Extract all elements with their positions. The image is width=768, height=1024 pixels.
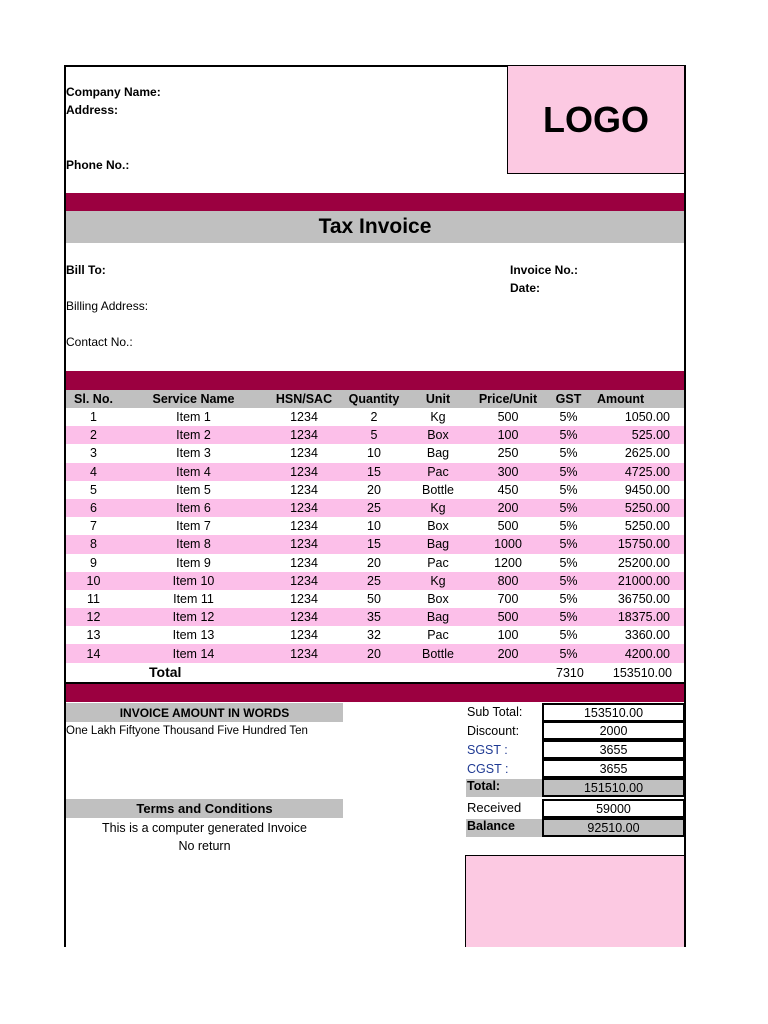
- discount-label: Discount:: [467, 724, 520, 738]
- cell-amount: 4200.00: [591, 644, 684, 662]
- page-title: Tax Invoice: [66, 211, 684, 243]
- cell-unit: Pac: [427, 628, 449, 643]
- cell-hsn-sac: 1234: [266, 644, 342, 662]
- cell-quantity: 5: [342, 426, 406, 444]
- total-label: Total: [149, 664, 182, 680]
- col-header-gst: GST: [546, 390, 591, 408]
- cell-unit: Pac: [406, 463, 470, 481]
- cell-price-unit: 800: [470, 572, 546, 590]
- cell-gst: 5%: [559, 446, 578, 461]
- cell-quantity: 20: [367, 555, 381, 570]
- cell-gst: 5%: [559, 591, 578, 606]
- cell-service-name: Item 5: [176, 482, 211, 497]
- cell-quantity: 25: [342, 499, 406, 517]
- cell-service-name: Item 8: [121, 535, 266, 553]
- cell-price-unit: 300: [470, 463, 546, 481]
- cell-unit: Bag: [426, 446, 450, 461]
- cell-gst: 5%: [546, 426, 591, 444]
- table-row: [66, 463, 684, 481]
- cell-service-name: Item 12: [121, 608, 266, 626]
- table-total-row: [66, 664, 684, 683]
- cell-gst: 5%: [546, 572, 591, 590]
- cell-sl-no: 3: [90, 446, 97, 461]
- cell-hsn-sac: 1234: [290, 628, 318, 643]
- cell-unit: Box: [427, 519, 449, 534]
- table-row: [66, 426, 684, 444]
- cell-unit: Kg: [406, 572, 470, 590]
- total-amount: 153510.00: [612, 666, 672, 680]
- cell-amount: 36750.00: [617, 591, 670, 606]
- cell-amount: 4725.00: [591, 463, 684, 481]
- cell-unit: Box: [427, 591, 449, 606]
- table-row: [66, 626, 684, 644]
- cell-gst: 5%: [559, 628, 578, 643]
- cell-amount: 5250.00: [624, 519, 670, 534]
- cell-gst: 5%: [546, 463, 591, 481]
- cell-quantity: 35: [342, 608, 406, 626]
- table-row: [66, 408, 684, 426]
- cell-amount: 2625.00: [624, 446, 670, 461]
- cell-sl-no: 1: [90, 410, 97, 425]
- contact-no-label: Contact No.:: [66, 335, 133, 349]
- table-row: [66, 444, 684, 462]
- cell-sl-no: 2: [66, 426, 121, 444]
- logo-text: LOGO: [543, 98, 649, 140]
- logo-placeholder: [507, 66, 684, 174]
- cell-sl-no: 5: [90, 482, 97, 497]
- table-row: [66, 572, 684, 590]
- cell-price-unit: 500: [497, 410, 519, 425]
- cell-gst: 5%: [559, 482, 578, 497]
- cell-service-name: Item 13: [172, 628, 215, 643]
- items-table: [66, 390, 684, 663]
- col-header-service-name: Service Name: [121, 390, 266, 408]
- cell-price-unit: 500: [497, 519, 519, 534]
- cell-service-name: Item 10: [121, 572, 266, 590]
- received-value: 59000: [542, 799, 685, 818]
- table-row: [66, 481, 684, 499]
- table-row: [66, 590, 684, 608]
- cell-unit: Pac: [427, 555, 449, 570]
- cell-quantity: 15: [342, 463, 406, 481]
- cell-sl-no: 10: [66, 572, 121, 590]
- cell-quantity: 2: [370, 410, 378, 425]
- cell-unit: Bottle: [406, 644, 470, 662]
- col-header-unit: Unit: [406, 390, 470, 408]
- table-row: [66, 499, 684, 517]
- cell-amount: 18375.00: [591, 608, 684, 626]
- subtotal-value: 153510.00: [542, 703, 685, 722]
- cell-gst: 5%: [546, 644, 591, 662]
- cell-sl-no: 11: [87, 591, 100, 606]
- cell-amount: 5250.00: [591, 499, 684, 517]
- cell-unit: Bag: [406, 608, 470, 626]
- cell-price-unit: 1200: [494, 555, 522, 570]
- cell-sl-no: 4: [66, 463, 121, 481]
- col-header-amount: Amount: [591, 390, 684, 408]
- company-name-label: Company Name:: [66, 85, 161, 99]
- phone-label: Phone No.:: [66, 158, 130, 172]
- cell-service-name: Item 6: [121, 499, 266, 517]
- cell-quantity: 10: [367, 519, 381, 534]
- cell-sl-no: 7: [90, 519, 97, 534]
- cell-hsn-sac: 1234: [266, 608, 342, 626]
- cell-hsn-sac: 1234: [290, 591, 318, 606]
- sgst-label: SGST :: [467, 743, 508, 757]
- cell-quantity: 50: [367, 591, 381, 606]
- cell-hsn-sac: 1234: [290, 555, 318, 570]
- table-header-row: [66, 390, 684, 408]
- cell-quantity: 15: [342, 535, 406, 553]
- cell-service-name: Item 4: [121, 463, 266, 481]
- cell-hsn-sac: 1234: [266, 499, 342, 517]
- cell-quantity: 20: [342, 644, 406, 662]
- table-top-band: [66, 371, 684, 390]
- cell-gst: 5%: [559, 555, 578, 570]
- cgst-value: 3655: [542, 759, 685, 778]
- cell-service-name: Item 1: [176, 410, 211, 425]
- billing-address-label: Billing Address:: [66, 299, 149, 313]
- cgst-label: CGST :: [467, 762, 509, 776]
- cell-price-unit: 250: [497, 446, 519, 461]
- cell-amount: 21000.00: [591, 572, 684, 590]
- cell-price-unit: 500: [470, 608, 546, 626]
- cell-unit: Kg: [406, 499, 470, 517]
- cell-gst: 5%: [546, 499, 591, 517]
- cell-service-name: Item 2: [121, 426, 266, 444]
- balance-value: 92510.00: [542, 818, 685, 837]
- terms-line-2: No return: [178, 839, 231, 853]
- cell-sl-no: 6: [66, 499, 121, 517]
- amount-in-words-text: One Lakh Fiftyone Thousand Five Hundred Ten: [66, 725, 308, 737]
- cell-service-name: Item 14: [121, 644, 266, 662]
- col-header-hsn-sac: HSN/SAC: [266, 390, 342, 408]
- date-label: Date:: [510, 281, 541, 295]
- terms-line-1: This is a computer generated Invoice: [102, 821, 307, 835]
- cell-hsn-sac: 1234: [266, 572, 342, 590]
- table-row: [66, 517, 684, 535]
- cell-amount: 9450.00: [624, 482, 670, 497]
- header-band: [66, 193, 684, 211]
- cell-sl-no: 8: [66, 535, 121, 553]
- cell-price-unit: 200: [470, 644, 546, 662]
- invoice-no-label: Invoice No.:: [510, 263, 579, 277]
- cell-quantity: 20: [367, 482, 381, 497]
- cell-service-name: Item 7: [176, 519, 211, 534]
- cell-unit: Bottle: [422, 482, 454, 497]
- table-row: [66, 554, 684, 572]
- cell-quantity: 10: [367, 446, 381, 461]
- cell-hsn-sac: 1234: [290, 446, 318, 461]
- cell-quantity: 32: [367, 628, 381, 643]
- signature-box: [465, 855, 685, 947]
- cell-hsn-sac: 1234: [290, 410, 318, 425]
- cell-price-unit: 1000: [470, 535, 546, 553]
- discount-value: 2000: [542, 721, 685, 740]
- cell-unit: Kg: [430, 410, 446, 425]
- cell-hsn-sac: 1234: [290, 482, 318, 497]
- subtotal-label: Sub Total:: [467, 705, 523, 719]
- terms-heading: Terms and Conditions: [66, 799, 343, 818]
- table-bottom-band: [66, 684, 684, 702]
- amount-in-words-heading: INVOICE AMOUNT IN WORDS: [66, 703, 343, 722]
- col-header-price-unit: Price/Unit: [470, 390, 546, 408]
- bill-to-label: Bill To:: [66, 263, 106, 277]
- cell-sl-no: 13: [86, 628, 101, 643]
- col-header-sl-no: Sl. No.: [66, 390, 121, 408]
- balance-label: Balance: [466, 819, 543, 837]
- cell-hsn-sac: 1234: [266, 535, 342, 553]
- table-row: [66, 608, 684, 626]
- cell-sl-no: 12: [66, 608, 121, 626]
- cell-hsn-sac: 1234: [266, 463, 342, 481]
- col-header-quantity: Quantity: [342, 390, 406, 408]
- cell-hsn-sac: 1234: [266, 426, 342, 444]
- received-label: Received: [467, 800, 522, 815]
- table-row: [66, 535, 684, 553]
- sgst-value: 3655: [542, 740, 685, 759]
- table-row: [66, 644, 684, 662]
- cell-unit: Box: [406, 426, 470, 444]
- cell-amount: 15750.00: [591, 535, 684, 553]
- cell-hsn-sac: 1234: [290, 519, 318, 534]
- cell-amount: 1050.00: [624, 410, 670, 425]
- total-summary-value: 151510.00: [542, 778, 685, 797]
- cell-price-unit: 450: [497, 482, 519, 497]
- cell-gst: 5%: [559, 410, 578, 425]
- cell-gst: 5%: [546, 608, 591, 626]
- cell-price-unit: 700: [497, 591, 519, 606]
- cell-quantity: 25: [342, 572, 406, 590]
- total-gst: 7310: [556, 666, 584, 680]
- cell-gst: 5%: [559, 519, 578, 534]
- address-label: Address:: [66, 103, 119, 117]
- cell-amount: 525.00: [591, 426, 684, 444]
- cell-gst: 5%: [546, 535, 591, 553]
- cell-unit: Bag: [406, 535, 470, 553]
- cell-amount: 25200.00: [617, 555, 670, 570]
- cell-service-name: Item 11: [173, 591, 214, 606]
- cell-amount: 3360.00: [624, 628, 670, 643]
- cell-service-name: Item 3: [176, 446, 211, 461]
- total-summary-label: Total:: [466, 779, 543, 797]
- cell-service-name: Item 9: [176, 555, 211, 570]
- cell-sl-no: 9: [90, 555, 97, 570]
- cell-price-unit: 100: [470, 426, 546, 444]
- cell-price-unit: 100: [497, 628, 519, 643]
- cell-sl-no: 14: [66, 644, 121, 662]
- cell-price-unit: 200: [470, 499, 546, 517]
